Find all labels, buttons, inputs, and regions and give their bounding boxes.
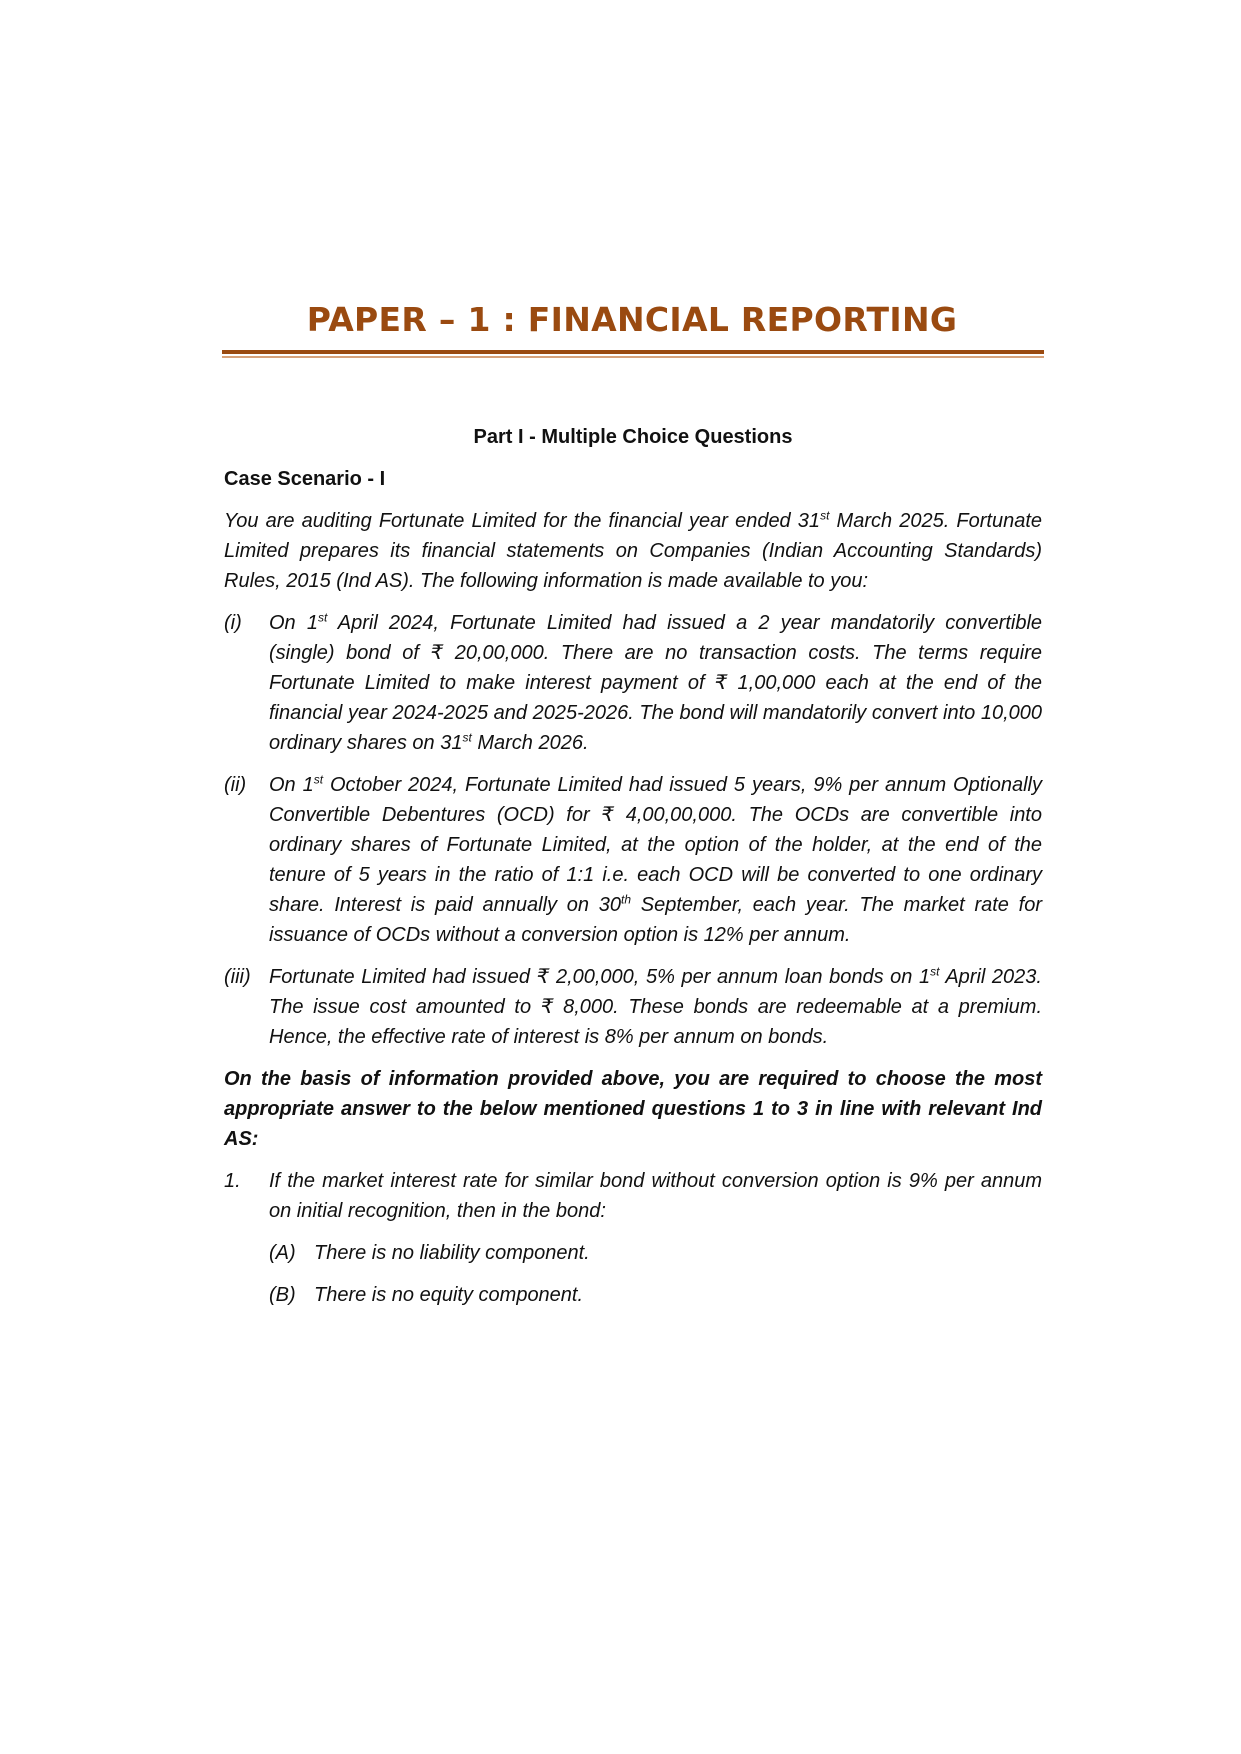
list-item-number: (iii) [224,966,251,988]
intro-text-part-b: March 2025. Fortunate Limited prepares its financial statements on Companies (Indian Accounting Standards) Rules, 2015 (Ind AS). The following information is made available to you: [224,510,1042,592]
option-text: There is no liability component. [314,1242,590,1264]
title-underline-thick [222,350,1044,354]
option-text: There is no equity component. [314,1284,584,1306]
info-list [224,608,1042,1052]
intro-paragraph [224,506,1042,596]
list-item [224,770,1042,950]
intro-superscript: st [820,508,830,523]
instruction-paragraph: On the basis of information provided above, you are required to choose the most appropriate answer to the below mentioned questions 1 to 3 in line with relevant Ind AS: [224,1068,1042,1150]
title-underline-thin [222,356,1044,358]
list-item-text: Fortunate Limited had issued ₹ 2,00,000, 5% per annum loan bonds on 1st April 2023. The issue cost amounted to ₹ 8,000. These bonds are redeemable at a premium. Hence, the effective rate of interest is 8% per annum on bonds. [269,964,1042,1048]
part-heading: Part I - Multiple Choice Questions [473,426,793,448]
list-item-text: On 1st April 2024, Fortunate Limited had issued a 2 year mandatorily convertible (single) bond of ₹ 20,00,000. There are no transaction costs. The terms require Fortunate Limited to make interest payment of ₹ 1,00,000 each at the end of the financial year 2024-2025 and 2025-2026. The bond will mandatorily convert into 10,000 ordinary shares on 31st March 2026. [269,610,1043,754]
question-number: 1. [224,1170,241,1192]
question-text: If the market interest rate for similar bond without conversion option is 9% per annum on initial recognition, then in the bond: [269,1170,1042,1222]
list-item [224,962,1042,1052]
answer-option [269,1280,1042,1310]
list-item [224,608,1042,758]
answer-option [269,1238,1042,1268]
page-title: PAPER – 1 : FINANCIAL REPORTING [306,300,958,339]
list-item-number: (ii) [224,774,247,796]
case-scenario-heading: Case Scenario - I [224,468,386,490]
document-body [224,422,1042,1322]
list-item-text: On 1st October 2024, Fortunate Limited had issued 5 years, 9% per annum Optionally Convertible Debentures (OCD) for ₹ 4,00,00,000. The OCDs are convertible into ordinary shares of Fortunate Limited, at the option of the holder, at the end of the tenure of 5 years in the ratio of 1:1 i.e. each OCD will be converted to one ordinary share. Interest is paid annually on 30th September, each year. The market rate for issuance of OCDs without a conversion option is 12% per annum. [269,772,1042,946]
option-label: (B) [269,1284,296,1306]
intro-text-part-a: You are auditing Fortunate Limited for the financial year ended 31 [224,510,821,532]
question-item [224,1166,1042,1226]
list-item-number: (i) [224,612,242,634]
option-label: (A) [269,1242,296,1264]
